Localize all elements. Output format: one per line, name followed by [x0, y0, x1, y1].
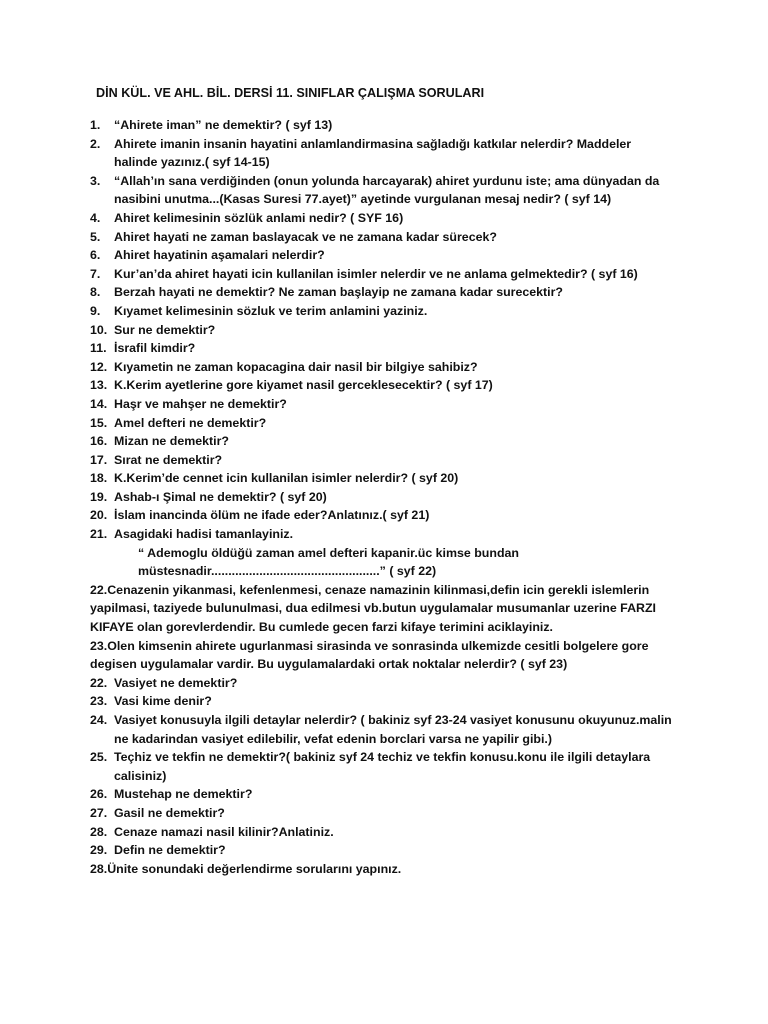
question-text: Ahirete imanin insanin hayatini anlamlandirmasina sağladığı katkılar nelerdir? Maddeler: [114, 136, 632, 151]
question-number: 28.: [90, 824, 108, 839]
question-text: Ahiret kelimesinin sözlük anlami nedir? ( SYF 16): [114, 210, 404, 225]
question-number: 1.: [90, 118, 101, 132]
question-text: Berzah hayati ne demektir? Ne zaman başlayip ne zamana kadar surecektir?: [114, 285, 564, 300]
question-text: Kur’an’da ahiret hayati icin kullanilan isimler nelerdir ve ne anlama gelmektedir? ( syf 16): [114, 266, 638, 281]
question-item: [90, 674, 690, 693]
question-text: Teçhiz ve tekfin ne demektir?( bakiniz syf 24 techiz ve tekfin konusu.konu ile ilgili detaylara: [114, 750, 651, 765]
question-item: [90, 506, 690, 525]
question-text: “Ahirete iman” ne demektir? ( syf 13): [114, 118, 333, 132]
question-text: Kıyametin ne zaman kopacagina dair nasil bir bilgiye sahibiz?: [114, 359, 478, 374]
question-item: [90, 469, 690, 488]
question-text: Cenaze namazi nasil kilinir?Anlatiniz.: [114, 824, 334, 839]
question-text: Asagidaki hadisi tamanlayiniz.: [114, 527, 294, 542]
question-item: [90, 358, 690, 377]
hadith-quote: [90, 544, 690, 581]
question-text: Haşr ve mahşer ne demektir?: [114, 396, 287, 411]
question-item: [90, 376, 690, 395]
paragraph-line: degisen uygulamalar vardir. Bu uygulamalardaki ortak noktalar nelerdir? ( syf 23): [90, 657, 568, 672]
question-text: ne kadarindan vasiyet edilebilir, vefat edenin borclari varsa ne yapilir gibi.): [114, 731, 552, 746]
question-item: [90, 283, 690, 302]
question-text: İslam inancinda ölüm ne ifade eder?Anlatınız.( syf 21): [114, 508, 430, 523]
question-text: Vasiyet ne demektir?: [114, 675, 238, 690]
question-number: 5.: [90, 229, 101, 244]
question-item: [90, 302, 690, 321]
question-number: 4.: [90, 210, 101, 225]
question-number: 7.: [90, 266, 101, 281]
question-text: Ashab-ı Şimal ne demektir? ( syf 20): [114, 489, 327, 504]
question-number: 3.: [90, 173, 101, 188]
question-text: Vasiyet konusuyla ilgili detaylar nelerdir? ( bakiniz syf 23-24 vasiyet konusunu okuyunuz.malin: [114, 713, 672, 727]
question-paragraph: [90, 581, 690, 637]
question-text: Gasil ne demektir?: [114, 805, 225, 820]
question-item: [90, 172, 690, 209]
question-text: calisiniz): [114, 768, 167, 783]
question-item: [90, 804, 690, 823]
question-paragraph: [90, 637, 690, 674]
question-number: 25.: [90, 750, 108, 765]
question-item: [90, 116, 690, 135]
question-number: 13.: [90, 378, 108, 393]
question-item: [90, 432, 690, 451]
question-item: [90, 265, 690, 284]
question-number: 26.: [90, 787, 108, 802]
question-item: [90, 209, 690, 228]
question-item: [90, 785, 690, 804]
question-number: 10.: [90, 322, 108, 337]
question-item: [90, 488, 690, 507]
quote-line: müstesnadir.................................................” ( syf 22): [138, 564, 437, 579]
question-text: Amel defteri ne demektir?: [114, 415, 267, 430]
question-text: nasibini unutma...(Kasas Suresi 77.ayet)” ayetinde vurgulanan mesaj nedir? ( syf 14): [114, 192, 612, 207]
question-number: 24.: [90, 713, 108, 727]
question-item: [90, 841, 690, 860]
paragraph-line: yapilmasi, taziyede bulunulmasi, dua edilmesi vb.butun uygulamalar musumanlar uzerine FARZI: [90, 601, 656, 616]
question-item: [90, 414, 690, 433]
question-text: İsrafil kimdir?: [114, 341, 196, 356]
question-text: K.Kerim ayetlerine gore kiyamet nasil gerceklesecektir? ( syf 17): [114, 378, 493, 393]
question-number: 21.: [90, 527, 108, 542]
question-item: [90, 823, 690, 842]
final-instruction: 28.Ünite sonundaki değerlendirme sorularını yapınız.: [90, 861, 402, 876]
question-number: 14.: [90, 396, 108, 411]
question-text: Ahiret hayatinin aşamalari nelerdir?: [114, 248, 325, 263]
quote-line: “ Ademoglu öldüğü zaman amel defteri kapanir.üc kimse bundan: [138, 545, 519, 560]
question-number: 8.: [90, 285, 101, 300]
question-number: 17.: [90, 452, 108, 467]
question-text: “Allah’ın sana verdiğinden (onun yolunda harcayarak) ahiret yurdunu iste; ama dünyadan da: [114, 173, 660, 188]
question-text: Mizan ne demektir?: [114, 434, 229, 449]
question-number: 6.: [90, 248, 101, 263]
question-item: [90, 451, 690, 470]
question-number: 20.: [90, 508, 108, 523]
question-number: 19.: [90, 489, 108, 504]
question-text: Sırat ne demektir?: [114, 452, 223, 467]
question-number: 9.: [90, 303, 101, 318]
question-number: 2.: [90, 136, 101, 151]
question-number: 23.: [90, 694, 108, 709]
question-number: 11.: [90, 341, 107, 356]
question-item: [90, 692, 690, 711]
paragraph-line: KIFAYE olan gorevlerdendir. Bu cumlede gecen farzi kifaye terimini aciklayiniz.: [90, 620, 553, 635]
question-number: 18.: [90, 471, 108, 486]
question-item: [90, 321, 690, 340]
question-text: Kıyamet kelimesinin sözluk ve terim anlamini yaziniz.: [114, 303, 428, 318]
question-number: 12.: [90, 359, 108, 374]
question-item: [90, 395, 690, 414]
question-item: [90, 339, 690, 358]
document-title: DİN KÜL. VE AHL. BİL. DERSİ 11. SINIFLAR ÇALIŞMA SORULARI: [96, 86, 485, 100]
question-item: [90, 525, 690, 544]
question-text: Mustehap ne demektir?: [114, 787, 253, 802]
question-text: Ahiret hayati ne zaman baslayacak ve ne zamana kadar sürecek?: [114, 229, 497, 244]
question-text: Vasi kime denir?: [114, 694, 212, 709]
question-number: 16.: [90, 434, 108, 449]
question-number: 15.: [90, 415, 108, 430]
paragraph-line: 22.Cenazenin yikanmasi, kefenlenmesi, cenaze namazinin kilinmasi,defin icin gerekli islemlerin: [90, 582, 650, 597]
question-item: [90, 748, 690, 785]
question-text: Sur ne demektir?: [114, 322, 216, 337]
question-text: K.Kerim’de cennet icin kullanilan isimler nelerdir? ( syf 20): [114, 471, 459, 486]
question-list: [90, 116, 690, 878]
question-item: [90, 711, 690, 748]
question-number: 29.: [90, 843, 108, 858]
question-item: [90, 246, 690, 265]
question-text: Defin ne demektir?: [114, 843, 226, 858]
question-number: 27.: [90, 805, 108, 820]
paragraph-line: 23.Olen kimsenin ahirete ugurlanmasi sirasinda ve sonrasinda ulkemizde cesitli bolgelere gore: [90, 638, 649, 653]
question-number: 22.: [90, 675, 108, 690]
question-item: [90, 135, 690, 172]
question-item: [90, 228, 690, 247]
question-text: halinde yazınız.( syf 14-15): [114, 155, 270, 170]
